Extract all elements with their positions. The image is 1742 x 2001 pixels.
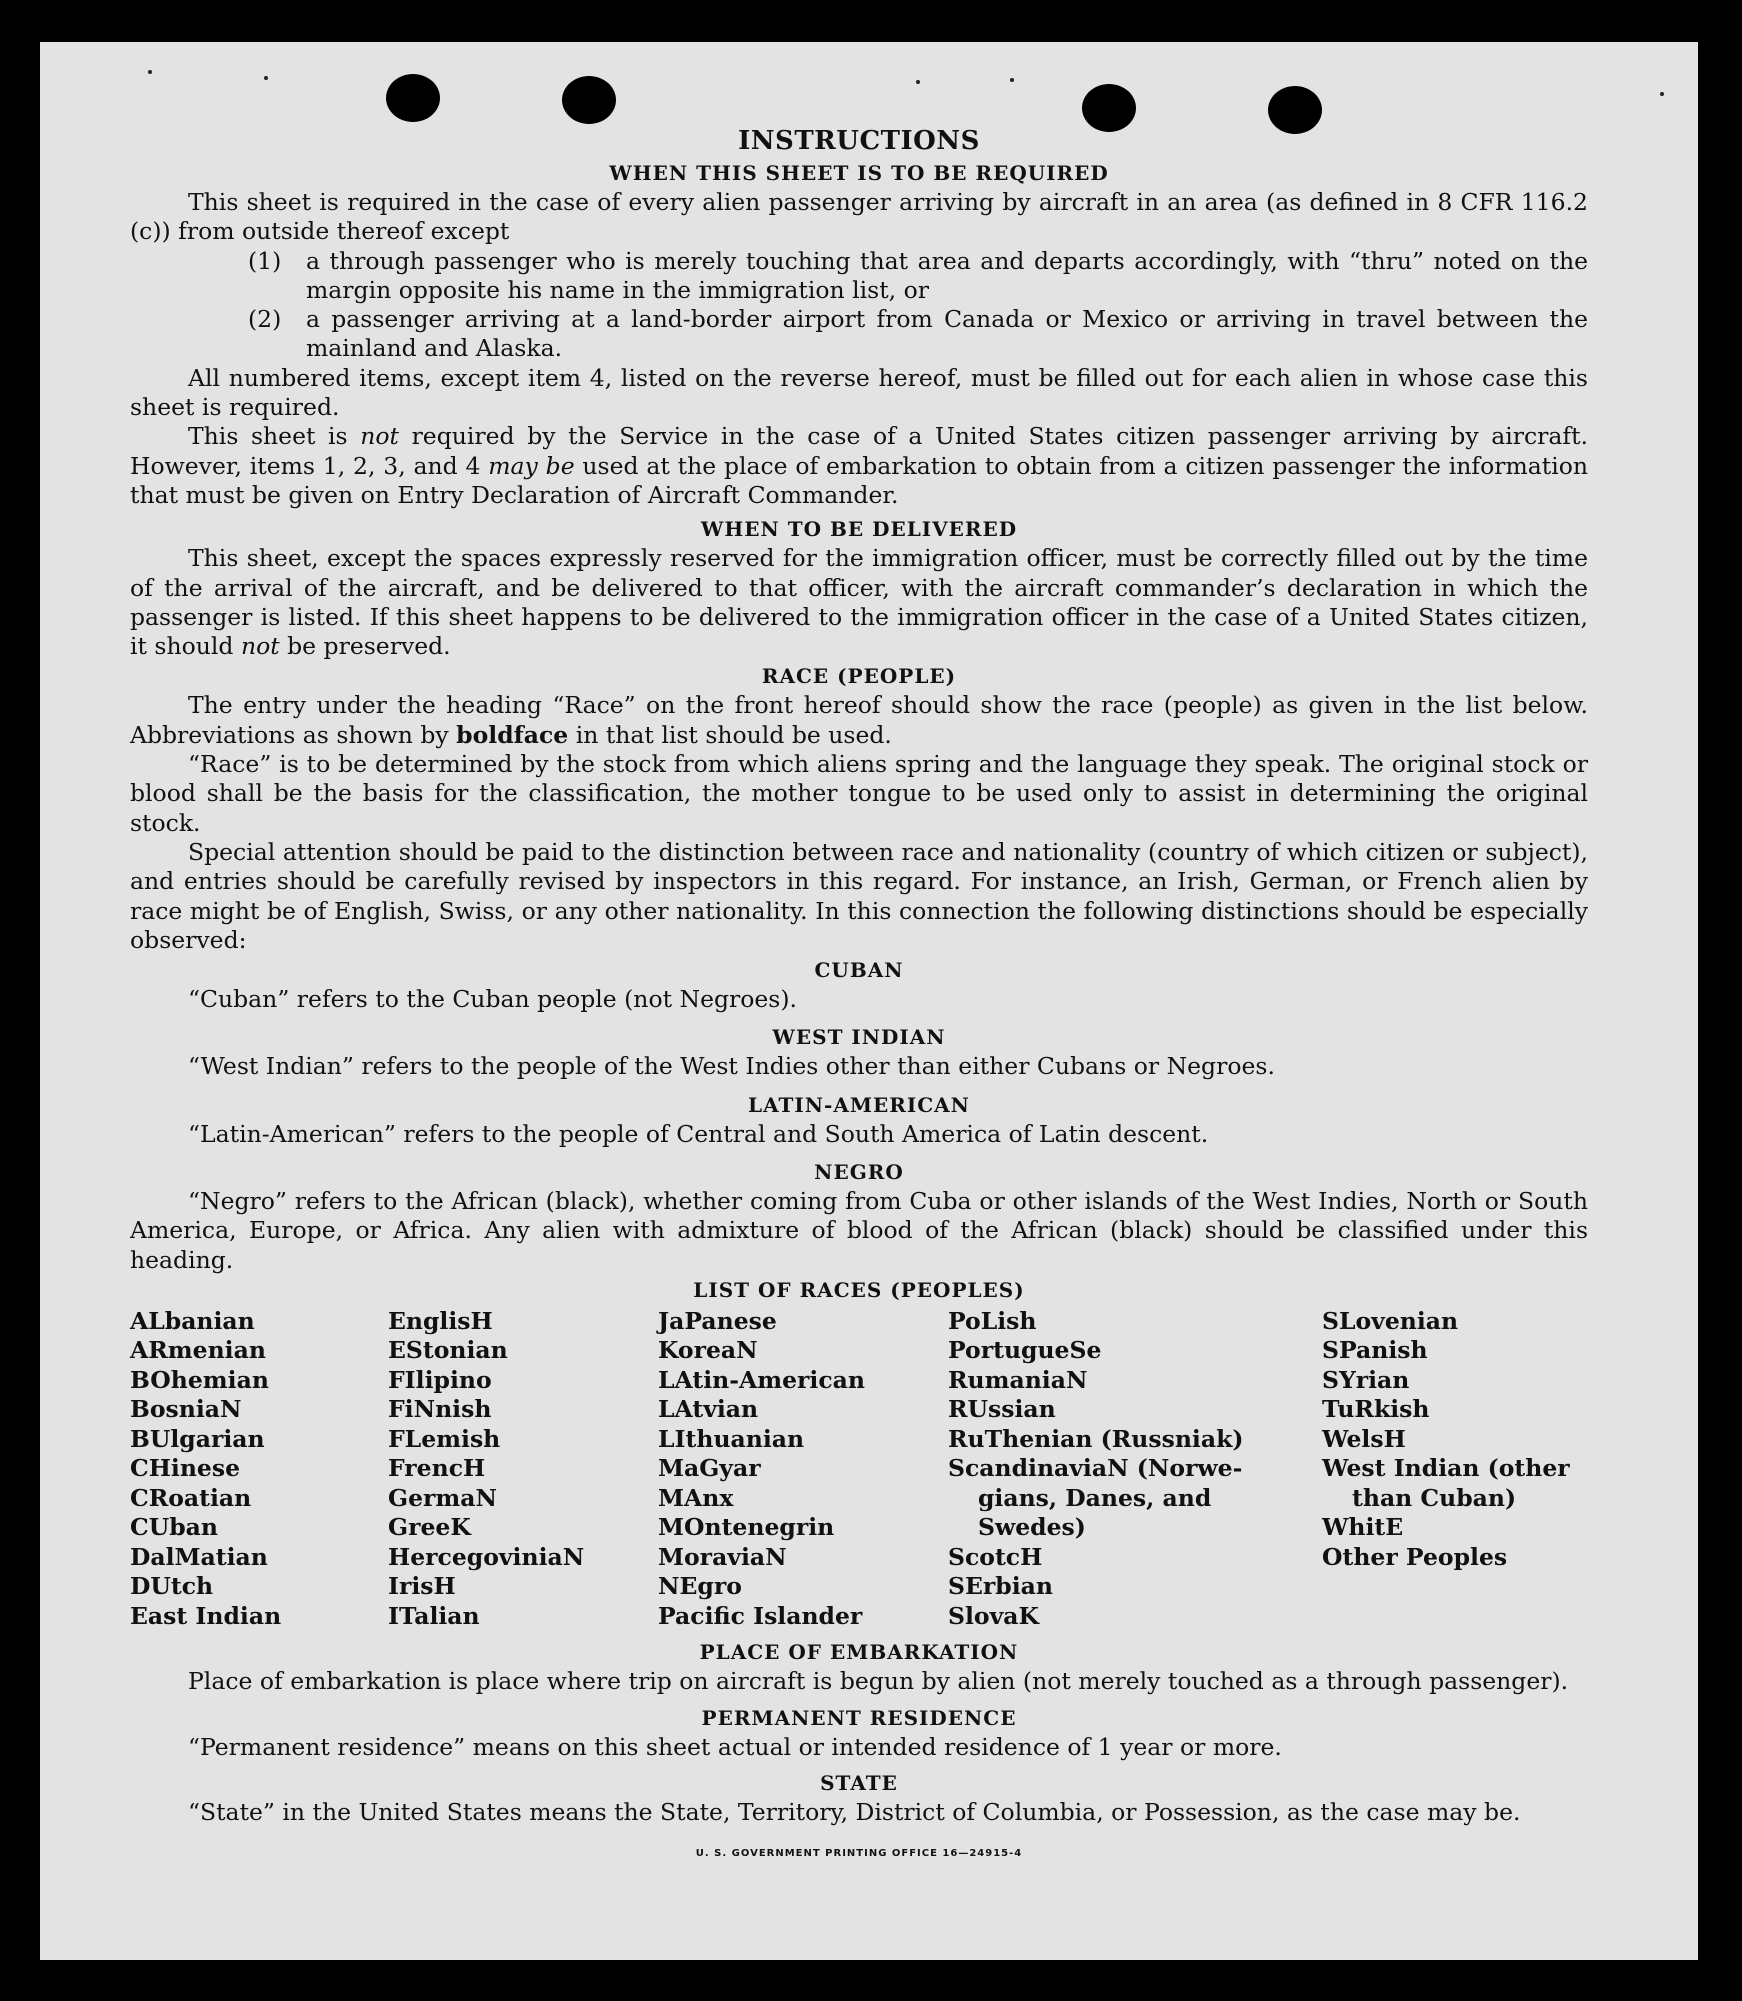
speck: [1660, 92, 1664, 96]
section-heading: NEGRO: [814, 1160, 904, 1185]
race-item: IrisH: [388, 1572, 456, 1601]
race-item: SPanish: [1322, 1336, 1428, 1365]
punch-hole: [562, 76, 616, 124]
paragraph: This sheet is required in the case of every alien passenger arriving by aircraft in an area (as defined in 8 CFR 116.2 (c)) from outside thereof except: [130, 188, 1588, 246]
race-item: ScandinaviaN (Norwe-: [948, 1454, 1243, 1483]
race-column: [130, 1307, 388, 1632]
race-column: [948, 1307, 1322, 1632]
race-item: BUlgarian: [130, 1424, 265, 1453]
race-item: DUtch: [130, 1572, 214, 1601]
race-item: than Cuban): [1352, 1483, 1517, 1512]
section-heading: CUBAN: [814, 958, 904, 983]
race-item: TuRkish: [1322, 1395, 1430, 1424]
race-column: [388, 1307, 658, 1632]
race-item: JaPanese: [658, 1306, 777, 1335]
section-heading: PLACE OF EMBARKATION: [699, 1640, 1019, 1665]
race-item: FIlipino: [388, 1365, 492, 1394]
race-item: RuThenian (Russniak): [948, 1424, 1244, 1453]
paragraph: “Race” is to be determined by the stock from which aliens spring and the language they speak. The original stock or blood shall be the basis for the classification, the mother tongue to be used only to assist in determining the original stock.: [130, 750, 1588, 837]
paragraph: This sheet, except the spaces expressly reserved for the immigration officer, must be correctly filled out by the time of the arrival of the aircraft, and be delivered to that officer, with the aircraft commander’s declaration in which the passenger is listed. If this sheet happens to be delivered to the immigration officer in the case of a United States citizen, it should not be preserved.: [130, 544, 1588, 661]
race-item: KoreaN: [658, 1336, 758, 1365]
paragraph: This sheet is not required by the Service in the case of a United States citizen passenger arriving by aircraft. However, items 1, 2, 3, and 4 may be used at the place of embarkation to obtain from a citizen passenger the information that must be given on Entry Declaration of Aircraft Commander.: [130, 422, 1588, 509]
race-item: ScotcH: [948, 1542, 1043, 1571]
section-heading: WHEN THIS SHEET IS TO BE REQUIRED: [609, 161, 1109, 185]
speck: [1010, 78, 1014, 82]
punch-hole: [386, 74, 440, 122]
race-item: DalMatian: [130, 1542, 268, 1571]
printer-imprint: U. S. GOVERNMENT PRINTING OFFICE 16—24915-4: [695, 1848, 1023, 1860]
paragraph: “State” in the United States means the State, Territory, District of Columbia, or Possession, as the case may be.: [188, 1798, 1521, 1826]
race-item: WelsH: [1322, 1424, 1406, 1453]
race-item: RumaniaN: [948, 1365, 1088, 1394]
race-item: West Indian (other: [1322, 1454, 1570, 1483]
race-item: MaGyar: [658, 1454, 761, 1483]
list-item: [248, 247, 1588, 306]
item-number: (2): [248, 305, 282, 334]
race-item: Other Peoples: [1322, 1542, 1508, 1571]
paragraph: All numbered items, except item 4, listed on the reverse hereof, must be filled out for each alien in whose case this sheet is required.: [130, 363, 1588, 422]
race-item: SLovenian: [1322, 1306, 1459, 1335]
race-item: PortugueSe: [948, 1336, 1102, 1365]
race-item: SlovaK: [948, 1601, 1039, 1630]
item-text: a passenger arriving at a land-border airport from Canada or Mexico or arriving in travel between the mainland and Alaska.: [306, 305, 1588, 363]
race-item: NEgro: [658, 1572, 742, 1601]
race-item: EnglisH: [388, 1306, 493, 1335]
race-item: WhitE: [1322, 1513, 1404, 1542]
paragraph: The entry under the heading “Race” on the front hereof should show the race (people) as given in the list below. Abbreviations as shown by boldface in that list should be used.: [130, 691, 1588, 749]
race-item: BOhemian: [130, 1365, 269, 1394]
race-item: RUssian: [948, 1395, 1056, 1424]
race-list: [130, 1307, 1588, 1632]
race-item: Pacific Islander: [658, 1601, 863, 1630]
race-item: ALbanian: [130, 1306, 255, 1335]
paragraph: “West Indian” refers to the people of the West Indies other than either Cubans or Negroes.: [188, 1052, 1275, 1081]
race-item: CHinese: [130, 1454, 241, 1483]
race-item: BosniaN: [130, 1395, 242, 1424]
race-column: [1322, 1307, 1582, 1632]
paragraph: Special attention should be paid to the distinction between race and nationality (country of which citizen or subject), and entries should be carefully revised by inspectors in this regard. For instance, an Irish, German, or French alien by race might be of English, Swiss, or any other nationality. In this connection the following distinctions should be especially observed:: [130, 837, 1588, 954]
race-item: ITalian: [388, 1601, 480, 1630]
section-heading: WHEN TO BE DELIVERED: [700, 517, 1018, 542]
page-title: INSTRUCTIONS: [738, 126, 980, 156]
race-item: CRoatian: [130, 1483, 252, 1512]
race-item: GermaN: [388, 1483, 497, 1512]
paragraph: “Latin-American” refers to the people of Central and South America of Latin descent.: [188, 1119, 1209, 1148]
section-heading: LIST OF RACES (PEOPLES): [693, 1277, 1025, 1302]
race-item: SYrian: [1322, 1365, 1410, 1394]
race-item: Swedes): [978, 1513, 1086, 1542]
speck: [264, 76, 268, 80]
section-heading: RACE (PEOPLE): [761, 664, 957, 689]
race-item: PoLish: [948, 1306, 1037, 1335]
item-text: a through passenger who is merely touching that area and departs accordingly, with “thru” noted on the margin opposite his name in the immigration list, or: [306, 246, 1588, 304]
paragraph: “Permanent residence” means on this sheet actual or intended residence of 1 year or more.: [188, 1732, 1282, 1761]
race-item: LAtvian: [658, 1395, 759, 1424]
speck: [916, 80, 920, 84]
race-item: gians, Danes, and: [978, 1483, 1212, 1512]
race-item: FLemish: [388, 1424, 501, 1453]
paragraph: “Negro” refers to the African (black), whether coming from Cuba or other islands of the West Indies, North or South America, Europe, or Africa. Any alien with admixture of blood of the African (black) should be classified under this heading.: [130, 1187, 1588, 1274]
race-item: LAtin-American: [658, 1365, 865, 1394]
section-heading: LATIN-AMERICAN: [748, 1092, 970, 1117]
section-heading: WEST INDIAN: [772, 1025, 946, 1050]
speck: [148, 70, 152, 74]
race-item: GreeK: [388, 1513, 471, 1542]
race-item: East Indian: [130, 1601, 282, 1630]
race-item: CUban: [130, 1513, 218, 1542]
race-item: FrencH: [388, 1454, 486, 1483]
paragraph: Place of embarkation is place where trip on aircraft is begun by alien (not merely touched as a through passenger).: [188, 1667, 1569, 1696]
section-heading: PERMANENT RESIDENCE: [701, 1705, 1017, 1730]
section-heading: STATE: [820, 1771, 898, 1795]
race-item: FiNnish: [388, 1395, 492, 1424]
paragraph: “Cuban” refers to the Cuban people (not Negroes).: [188, 985, 798, 1014]
document-sheet: [40, 42, 1698, 1960]
item-number: (1): [248, 246, 282, 275]
race-item: SErbian: [948, 1572, 1053, 1601]
race-column: [658, 1307, 948, 1632]
race-item: MAnx: [658, 1483, 734, 1512]
race-item: EStonian: [388, 1336, 508, 1365]
race-item: ARmenian: [130, 1336, 266, 1365]
race-item: HercegoviniaN: [388, 1542, 585, 1571]
race-item: MoraviaN: [658, 1542, 787, 1571]
race-item: LIthuanian: [658, 1424, 805, 1453]
list-item: [248, 305, 1588, 364]
race-item: MOntenegrin: [658, 1513, 835, 1542]
instructions-content: [130, 124, 1588, 1869]
